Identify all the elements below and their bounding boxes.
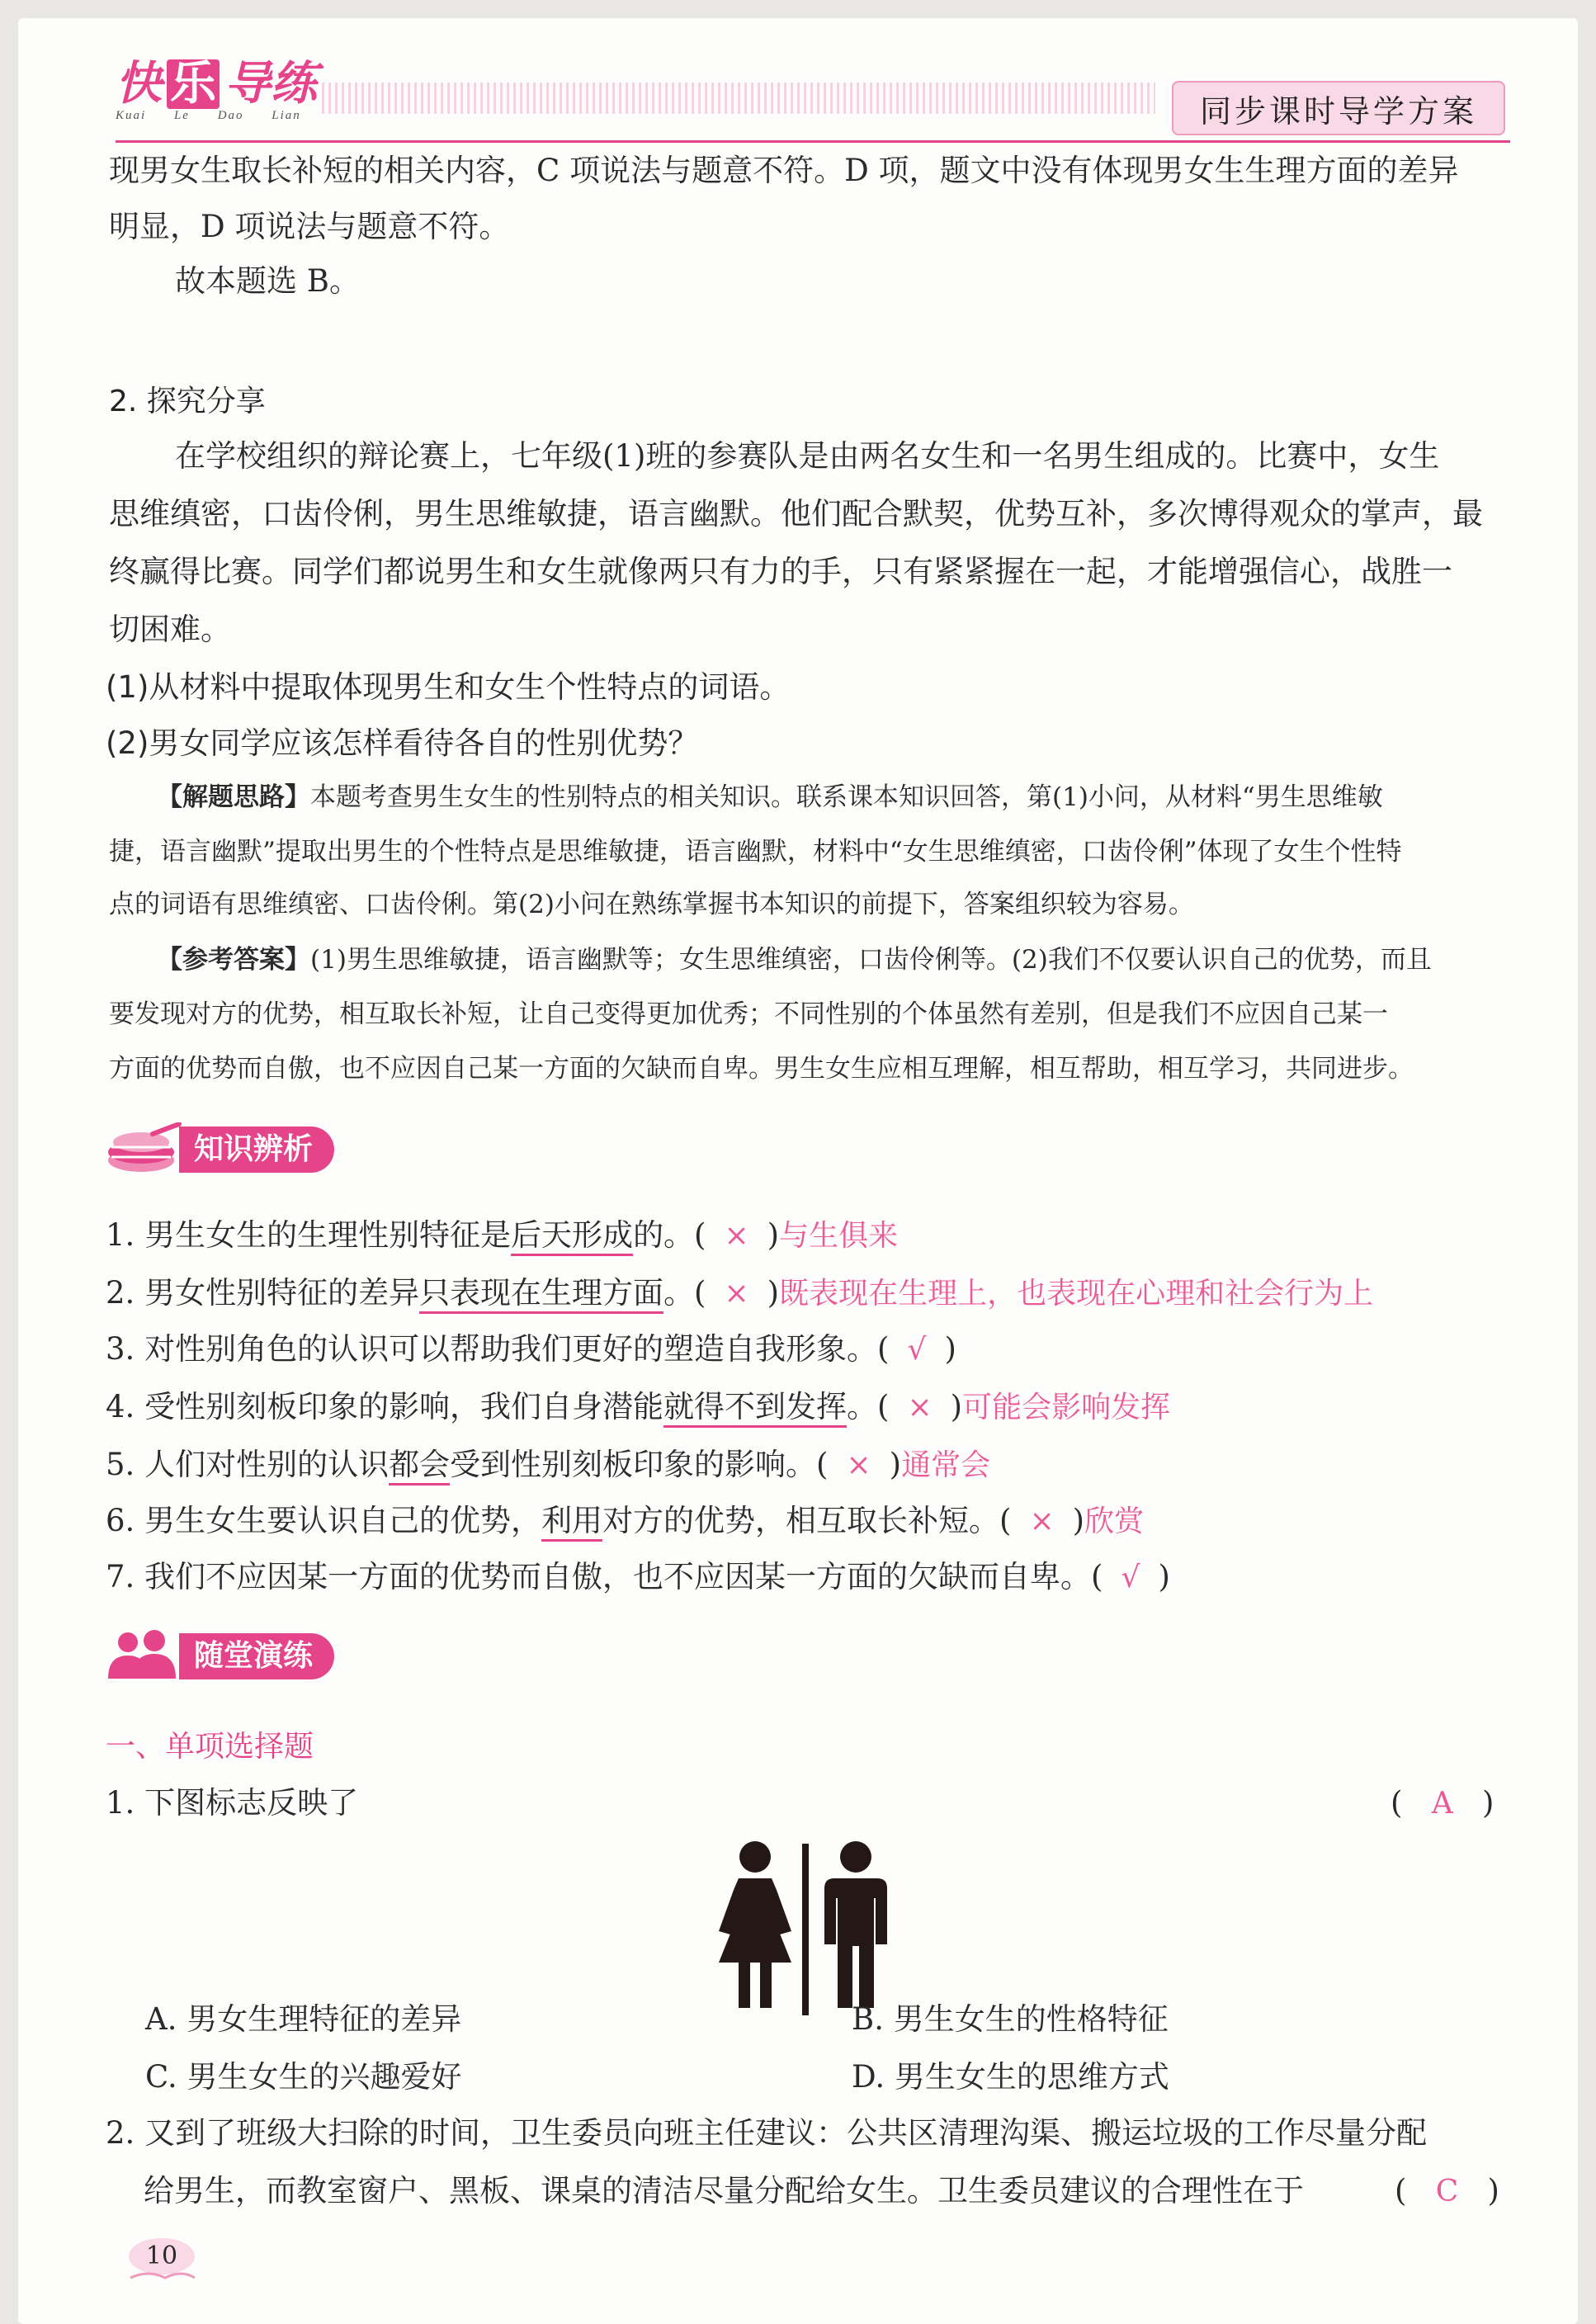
bracket-close: )	[767, 1275, 780, 1311]
bracket-close: )	[944, 1331, 956, 1367]
analysis-line: 捷，语言幽默”提取出男生的个性特点是思维敏捷，语言幽默，材料中“女生思维缜密，口齿伶俐”体现了女生个性特	[109, 837, 1402, 867]
item-text: 6. 男生女生要认识自己的优势，	[106, 1503, 542, 1538]
item-text: 。(	[663, 1275, 706, 1311]
question: (2)男女同学应该怎样看待各自的性别优势？	[106, 725, 699, 761]
correction-note: 可能会影响发挥	[962, 1391, 1171, 1424]
banner-label: 随堂演练	[179, 1633, 334, 1679]
logo-char: 乐	[167, 59, 220, 109]
section-heading: 一、单项选择题	[106, 1730, 314, 1764]
item-text: 受到性别刻板印象的影响。(	[450, 1447, 829, 1482]
question-stem: 2. 又到了班级大扫除的时间，卫生委员向班主任建议：公共区清理沟渠、搬运垃圾的工作尽量分配	[106, 2115, 1428, 2151]
logo-pinyin: Kuai Le Dao Lian	[116, 109, 301, 122]
paragraph-line: 切困难。	[109, 612, 231, 647]
correction-note: 既表现在生理上，也表现在心理和社会行为上	[779, 1277, 1374, 1311]
judgement-mark: ×	[1029, 1504, 1055, 1538]
knowledge-item	[106, 1492, 1144, 1551]
brand-logo	[116, 59, 317, 109]
item-text: 3. 对性别角色的认识可以帮助我们更好的塑造自我形象。(	[106, 1331, 890, 1367]
option-b: B. 男生女生的性格特征	[852, 2001, 1169, 2037]
books-icon	[103, 1122, 186, 1177]
question-stem: 给男生，而教室窗户、黑板、课桌的清洁尽量分配给女生。卫生委员建议的合理性在于	[144, 2173, 1304, 2208]
judgement-mark: ×	[846, 1448, 871, 1482]
knowledge-item	[106, 1207, 898, 1265]
answer-bracket: ( C )	[1395, 2173, 1499, 2208]
answer-line: 方面的优势而自傲，也不应因自己某一方面的欠缺而自卑。男生女生应相互理解，相互帮助，相互学习，共同进步。	[109, 1054, 1414, 1084]
knowledge-item	[106, 1264, 1373, 1323]
paragraph-line: 在学校组织的辩论赛上，七年级(1)班的参赛队是由两名女生和一名男生组成的。比赛中，女生	[175, 438, 1440, 474]
underlined-phrase: 就得不到发挥	[663, 1389, 847, 1428]
item-text: 2. 男女性别特征的差异	[106, 1275, 420, 1311]
correction-note: 与生俱来	[779, 1219, 899, 1253]
bracket-close: )	[950, 1389, 963, 1424]
people-icon	[103, 1629, 186, 1684]
answer-line: 【参考答案】(1)男生思维敏捷，语言幽默等；女生思维缜密，口齿伶俐等。(2)我们不仅要认识自己的优势，而且	[157, 945, 1432, 975]
knowledge-item	[106, 1320, 956, 1379]
logo-char: 快	[116, 57, 162, 111]
judgement-mark: √	[907, 1333, 927, 1367]
continuation-line: 现男女生取长补短的相关内容，C 项说法与题意不符。D 项，题文中没有体现男女生生理方面的差异	[109, 153, 1459, 188]
knowledge-item	[106, 1548, 1170, 1607]
answer-bracket: ( A )	[1391, 1785, 1494, 1821]
logo-char: 导	[224, 57, 271, 111]
continuation-line: 故本题选 B。	[175, 263, 360, 299]
option-c: C. 男生女生的兴趣爱好	[145, 2059, 462, 2095]
question: (1)从材料中提取体现男生和女生个性特点的词语。	[106, 669, 791, 705]
underlined-phrase: 利用	[541, 1503, 602, 1542]
bracket-close: )	[889, 1447, 902, 1482]
judgement-mark: ×	[724, 1219, 749, 1253]
practice-banner	[103, 1632, 334, 1680]
logo-char: 练	[271, 57, 317, 111]
bracket-close: )	[767, 1217, 780, 1253]
knowledge-item	[106, 1436, 990, 1495]
bracket-close: )	[1072, 1503, 1085, 1538]
option-a: A. 男女生理特征的差异	[145, 2001, 462, 2037]
analysis-line: 【解题思路】本题考查男生女生的性别特点的相关知识。联系课本知识回答，第(1)小问，从材料“男生思维敏	[157, 782, 1383, 812]
handwritten-answer: A	[1431, 1787, 1453, 1821]
item-text: 7. 我们不应因某一方面的优势而自傲，也不应因某一方面的欠缺而自卑。(	[106, 1559, 1103, 1594]
handwritten-answer: C	[1435, 2175, 1459, 2208]
item-text: 对方的优势，相互取长补短。(	[602, 1503, 1012, 1538]
item-text: 5. 人们对性别的认识	[106, 1447, 390, 1482]
item-text: 4. 受性别刻板印象的影响，我们自身潜能	[106, 1389, 664, 1424]
banner-label: 知识辨析	[179, 1127, 334, 1173]
item-text: 的。(	[633, 1217, 706, 1253]
page-number: 10	[145, 2241, 178, 2270]
judgement-mark: √	[1121, 1561, 1140, 1594]
option-d: D. 男生女生的思维方式	[852, 2059, 1169, 2095]
header-decoration	[322, 83, 1155, 114]
item-text: 。(	[847, 1389, 890, 1424]
knowledge-banner	[103, 1126, 334, 1174]
book-series-title: 同步课时导学方案	[1172, 81, 1505, 135]
continuation-line: 明显，D 项说法与题意不符。	[109, 209, 510, 244]
bracket-close: )	[1158, 1559, 1170, 1594]
page-number-badge	[116, 2233, 198, 2283]
judgement-mark: ×	[907, 1391, 933, 1424]
analysis-line: 点的词语有思维缜密、口齿伶俐。第(2)小问在熟练掌握书本知识的前提下，答案组织较为容易。	[109, 890, 1194, 919]
analysis-label: 【解题思路】	[157, 782, 310, 812]
answer-label: 【参考答案】	[157, 945, 310, 975]
correction-note: 欣赏	[1084, 1504, 1145, 1538]
underlined-phrase: 都会	[389, 1447, 450, 1486]
answer-line: 要发现对方的优势，相互取长补短，让自己变得更加优秀；不同性别的个体虽然有差别，但是我们不应因自己某一	[109, 999, 1388, 1029]
knowledge-item	[106, 1378, 1170, 1437]
underlined-phrase: 后天形成	[511, 1217, 633, 1256]
correction-note: 通常会	[901, 1448, 991, 1482]
paragraph-line: 思维缜密，口齿伶俐，男生思维敏捷，语言幽默。他们配合默契，优势互补，多次博得观众的掌声，最	[109, 496, 1483, 531]
section-heading: 2. 探究分享	[109, 385, 266, 418]
judgement-mark: ×	[724, 1277, 749, 1311]
underlined-phrase: 只表现在生理方面	[419, 1275, 663, 1314]
item-text: 1. 男生女生的生理性别特征是	[106, 1217, 512, 1253]
paragraph-line: 终赢得比赛。同学们都说男生和女生就像两只有力的手，只有紧紧握在一起，才能增强信心，战胜一	[109, 554, 1452, 589]
question-stem: 1. 下图标志反映了	[106, 1785, 359, 1821]
